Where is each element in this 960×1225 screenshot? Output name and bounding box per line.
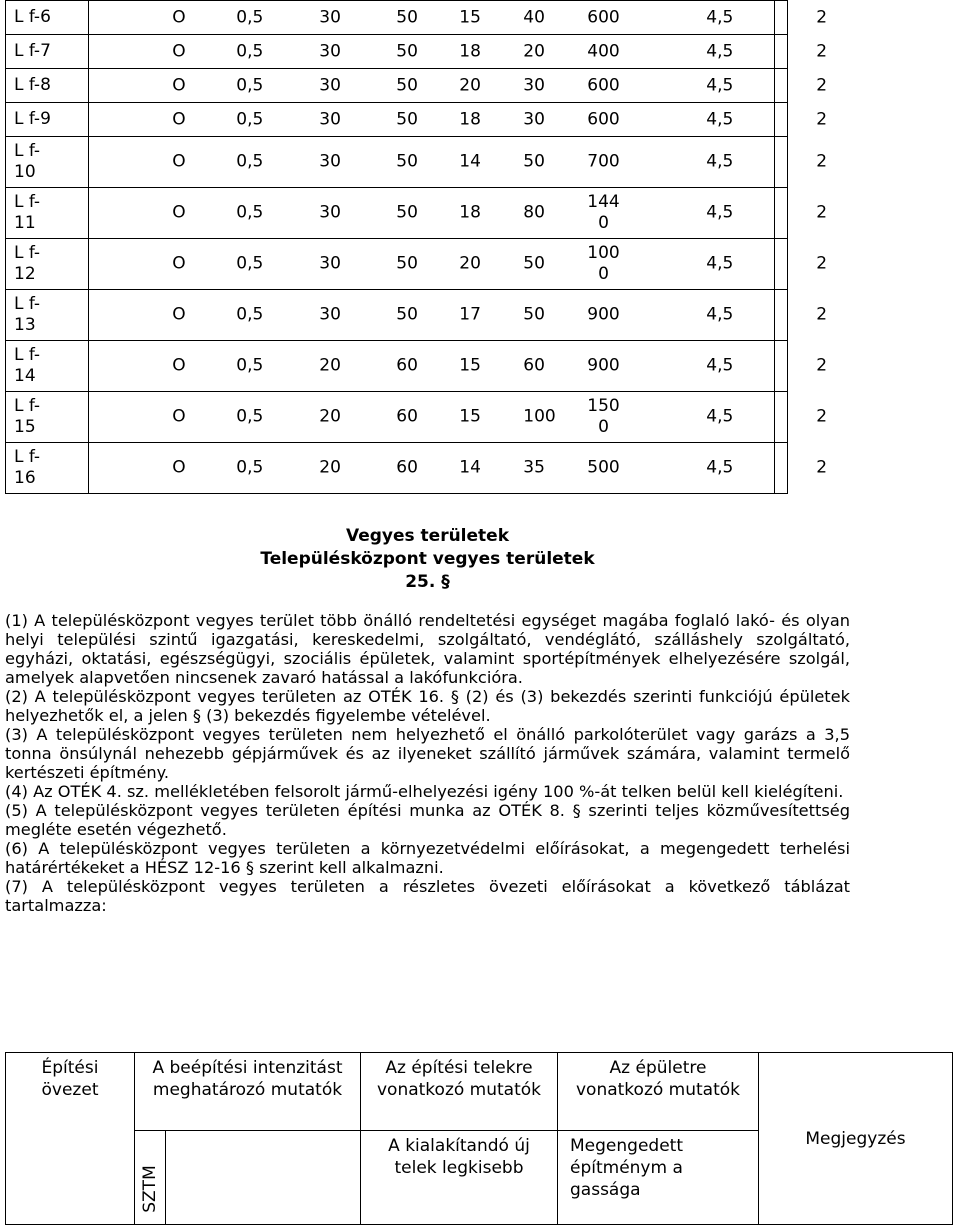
row-code: L f-6 [6,1,89,35]
cell-value: 2 [816,304,828,325]
cell-value: 0,5 [236,41,264,61]
cell-value: 0,5 [236,7,264,27]
cell-value: 50 [396,202,418,223]
cell-value: 50 [396,41,418,61]
table-row [6,35,788,69]
cell-value: 20 [319,406,341,427]
cell-value: 30 [319,7,341,27]
cell-value: O [172,457,186,478]
cell-value: 50 [523,151,545,172]
cell-value: 18 [459,202,481,223]
cell-value: 4,5 [706,202,734,223]
row-code: L f-9 [6,103,89,137]
header-min-plot: A kialakítandó új telek legkisebb [361,1131,558,1225]
cell-value: 900 [587,355,620,376]
paragraph-1: (1) A településközpont vegyes terület több önálló rendeltetési egységet magába foglaló lakó- és olyan helyi települési szintű igazgatási, kereskedelmi, szolgáltató, vendéglátó, szálláshely szolgáltató, egyházi, oktatási, egészségügyi, szociális épületek, valamint sportépítmények elhelyezésére szolgál, amelyek alapvetően nincsenek zavaró hatással a lakófunkcióra. [5,611,850,687]
paragraph-5: (5) A településközpont vegyes területen építési munka az OTÉK 8. § szerinti teljes közművesítettség megléte esetén végezhető. [5,801,850,839]
cell-value: 2 [816,7,828,27]
cell-value: 0,5 [236,151,264,172]
row-code: L f- 12 [6,239,89,290]
cell-value: 4,5 [706,457,734,478]
table-row [6,69,788,103]
cell-value: 20 [459,75,481,95]
cell-value: 18 [459,41,481,61]
header-empty-cell [166,1131,361,1225]
cell-value: 30 [523,75,545,95]
cell-value: 4,5 [706,109,734,129]
cell-value: 14 [459,151,481,172]
cell-value: O [172,355,186,376]
cell-value: 50 [396,304,418,325]
cell-value: 4,5 [706,7,734,27]
cell-value: 2 [816,202,828,223]
cell-value: 80 [523,202,545,223]
cell-value: 50 [396,109,418,129]
cell-value: 0,5 [236,406,264,427]
cell-value: 50 [396,7,418,27]
cell-value: 50 [523,253,545,274]
cell-value: 15 [459,406,481,427]
heading-town-centre-mixed: Településközpont vegyes területek [260,549,595,569]
section-number: 25. § [405,572,450,592]
cell-value: 2 [816,41,828,61]
row-code: L f- 13 [6,290,89,341]
cell-value: 15 [459,7,481,27]
cell-value: 17 [459,304,481,325]
cell-value: 0,5 [236,355,264,376]
row-code: L f- 16 [6,443,89,494]
cell-value: 0,5 [236,75,264,95]
cell-value: 2 [816,75,828,95]
cell-value: 4,5 [706,355,734,376]
header-notes: Megjegyzés [759,1053,953,1225]
header-max-height: Megengedett építménym agassága [558,1131,759,1225]
cell-value: 30 [319,202,341,223]
cell-value: 30 [319,151,341,172]
cell-value: 0,5 [236,253,264,274]
cell-value: 144 0 [587,192,620,233]
cell-value: O [172,304,186,325]
cell-value: 30 [523,109,545,129]
table-row [6,188,788,239]
cell-value: 100 0 [587,243,620,284]
row-code: L f-8 [6,69,89,103]
header-sztm-cell [135,1131,166,1225]
cell-value: 4,5 [706,41,734,61]
cell-value: O [172,75,186,95]
paragraph-6: (6) A településközpont vegyes területen a környezetvédelmi előírásokat, a megengedett terhelési határértékeket a HÉSZ 12-16 § szerint kell alkalmazni. [5,839,850,877]
cell-value: 600 [587,109,620,129]
regulation-text [5,611,850,915]
cell-value: O [172,406,186,427]
cell-value: 4,5 [706,75,734,95]
cell-value: 60 [396,406,418,427]
cell-value: 20 [523,41,545,61]
cell-value: 35 [523,457,545,478]
cell-value: 2 [816,253,828,274]
cell-value: 2 [816,457,828,478]
cell-value: 0,5 [236,304,264,325]
cell-value: 30 [319,304,341,325]
table-row [6,1,788,35]
header-plot: Az építési telekre vonatkozó mutatók [361,1053,558,1131]
cell-value: 0,5 [236,457,264,478]
cell-value: 4,5 [706,151,734,172]
cell-value: O [172,253,186,274]
cell-value: 14 [459,457,481,478]
cell-value: 60 [523,355,545,376]
table-row [6,239,788,290]
cell-value: O [172,109,186,129]
header-zone: Építési övezet [6,1053,135,1225]
cell-value: 30 [319,253,341,274]
cell-value: 600 [587,7,620,27]
cell-value: 4,5 [706,406,734,427]
zone-parameters-table [5,0,828,494]
header-sztm: SZTM [140,1165,160,1213]
cell-value: 20 [459,253,481,274]
cell-value: 30 [319,75,341,95]
cell-value: 50 [396,253,418,274]
cell-value: 20 [319,355,341,376]
cell-value: O [172,202,186,223]
cell-value: 2 [816,406,828,427]
cell-value: 500 [587,457,620,478]
cell-value: 50 [396,75,418,95]
cell-value: O [172,41,186,61]
cell-value: 18 [459,109,481,129]
row-code: L f- 14 [6,341,89,392]
cell-value: O [172,151,186,172]
cell-value: 400 [587,41,620,61]
row-code: L f- 15 [6,392,89,443]
cell-value: 30 [319,109,341,129]
cell-value: 2 [816,355,828,376]
cell-value: 900 [587,304,620,325]
cell-value: 0,5 [236,202,264,223]
table-row [6,290,788,341]
cell-value: 100 [523,406,556,427]
cell-value: 2 [816,151,828,172]
cell-value: 2 [816,109,828,129]
cell-value: 60 [396,457,418,478]
zone-rules-header-table [5,1052,953,1225]
header-intensity: A beépítési intenzitást meghatározó mutatók [135,1053,361,1131]
cell-value: 4,5 [706,304,734,325]
cell-value: 4,5 [706,253,734,274]
header-building: Az épületre vonatkozó mutatók [558,1053,759,1131]
cell-value: 40 [523,7,545,27]
cell-value: 50 [523,304,545,325]
cell-value: 600 [587,75,620,95]
row-code: L f- 10 [6,137,89,188]
paragraph-2: (2) A településközpont vegyes területen az OTÉK 16. § (2) és (3) bekezdés szerinti funkciójú épületek helyezhetők el, a jelen § (3) bekezdés figyelembe vételével. [5,687,850,725]
cell-value: 60 [396,355,418,376]
paragraph-3: (3) A településközpont vegyes területen nem helyezhető el önálló parkolóterület vagy garázs a 3,5 tonna önsúlynál nehezebb gépjárművek és az ilyeneket szállító járművek számára, valamint termelő kertészeti építmény. [5,725,850,782]
cell-value: 50 [396,151,418,172]
cell-value: O [172,7,186,27]
paragraph-7: (7) A településközpont vegyes területen a részletes övezeti előírásokat a következő táblázat tartalmazza: [5,877,850,915]
cell-value: 20 [319,457,341,478]
cell-value: 30 [319,41,341,61]
table-row [6,103,788,137]
cell-value: 700 [587,151,620,172]
heading-mixed-areas: Vegyes területek [345,526,510,546]
table-row [6,137,788,188]
paragraph-4: (4) Az OTÉK 4. sz. mellékletében felsorolt jármű-elhelyezési igény 100 %-át telken belül kell kielégíteni. [5,782,844,801]
table-row [6,392,788,443]
cell-value: 150 0 [587,396,620,437]
table-row [6,443,788,494]
table-row [6,341,788,392]
cell-value: 0,5 [236,109,264,129]
cell-value: 15 [459,355,481,376]
row-code: L f- 11 [6,188,89,239]
row-code: L f-7 [6,35,89,69]
